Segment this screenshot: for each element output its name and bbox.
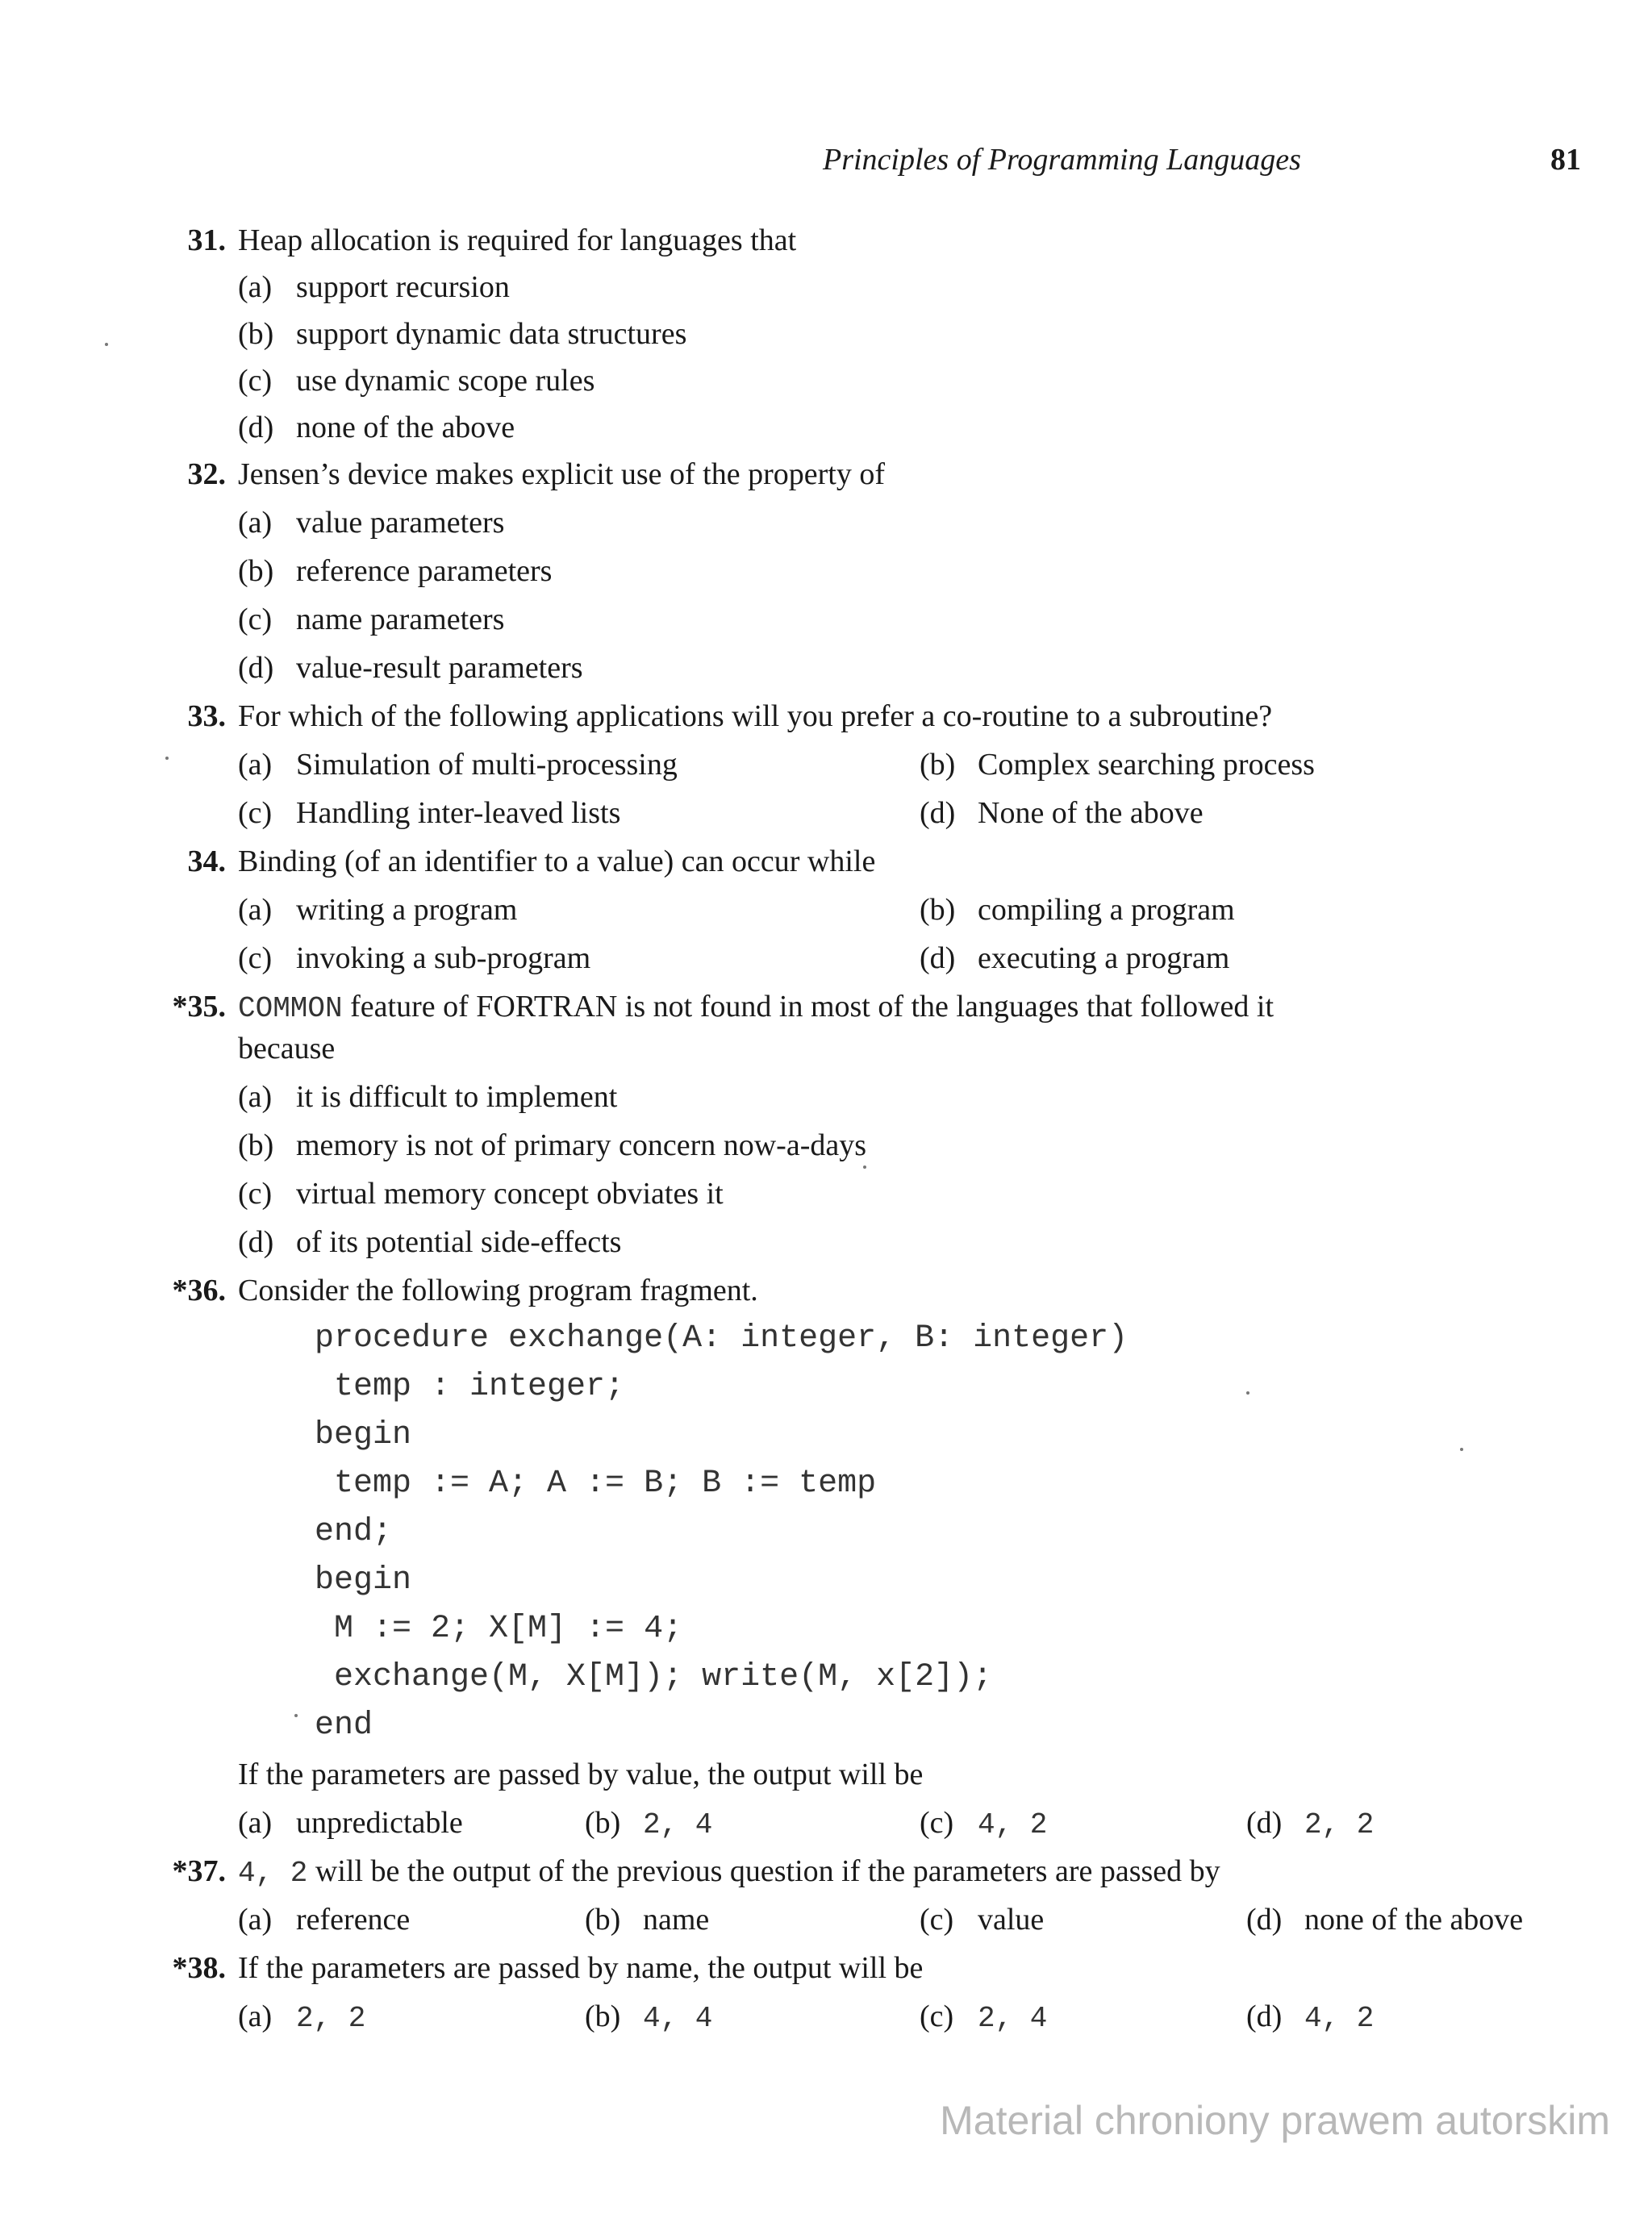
code-line: exchange(M, X[M]); write(M, x[2]);: [315, 1659, 993, 1695]
option-a: (a) value parameters: [238, 506, 505, 540]
code-line: temp : integer;: [315, 1369, 625, 1405]
code-word: 4, 2: [238, 1857, 308, 1890]
option-a: (a) support recursion: [238, 270, 510, 304]
option-d: (d) None of the above: [920, 796, 1204, 830]
option-c: (c) 4, 2: [920, 1806, 1048, 1841]
running-title: Principles of Programming Languages: [823, 143, 1301, 177]
option-d: (d) value-result parameters: [238, 651, 583, 685]
option-d: (d) none of the above: [238, 411, 515, 444]
question-text: 4, 2 will be the output of the previous question if the parameters are passed by: [238, 1854, 1220, 1890]
scan-speck: [1460, 1448, 1463, 1451]
question-number: *36.: [172, 1274, 226, 1307]
code-line: temp := A; A := B; B := temp: [315, 1466, 877, 1502]
option-a: (a) reference: [238, 1903, 411, 1937]
question-text: For which of the following applications will you prefer a co-routine to a subroutine?: [238, 699, 1273, 733]
question-number: 31.: [187, 223, 226, 257]
question-text: If the parameters are passed by name, the output will be: [238, 1951, 924, 1985]
option-c: (c) use dynamic scope rules: [238, 364, 595, 398]
question-text: Binding (of an identifier to a value) can occur while: [238, 844, 876, 878]
option-b: (b) Complex searching process: [920, 748, 1315, 782]
option-d: (d) executing a program: [920, 941, 1230, 975]
option-d: (d) none of the above: [1246, 1903, 1524, 1937]
option-a: (a) Simulation of multi-processing: [238, 748, 678, 782]
scan-speck: [105, 343, 108, 346]
scan-speck: [294, 1714, 298, 1717]
question-number: 33.: [187, 699, 226, 733]
option-a: (a) it is difficult to implement: [238, 1080, 618, 1114]
option-b: (b) reference parameters: [238, 554, 553, 588]
scan-speck: [863, 1165, 866, 1169]
option-c: (c) 2, 4: [920, 1999, 1048, 2035]
option-d: (d) 2, 2: [1246, 1806, 1375, 1841]
code-line: begin: [315, 1417, 412, 1453]
question-number: 34.: [187, 844, 226, 878]
option-d: (d) of its potential side-effects: [238, 1225, 622, 1259]
option-a: (a) 2, 2: [238, 1999, 366, 2035]
code-line: M := 2; X[M] := 4;: [315, 1611, 683, 1647]
option-b: (b) support dynamic data structures: [238, 317, 687, 351]
code-line: end;: [315, 1514, 393, 1550]
question-number: *37.: [172, 1854, 226, 1888]
option-c: (c) virtual memory concept obviates it: [238, 1177, 724, 1211]
code-line: procedure exchange(A: integer, B: integer): [315, 1320, 1128, 1357]
option-b: (b) 2, 4: [585, 1806, 713, 1841]
option-b: (b) compiling a program: [920, 893, 1235, 927]
option-c: (c) value: [920, 1903, 1045, 1937]
scan-speck: [165, 757, 169, 760]
code-line: end: [315, 1708, 373, 1744]
option-a: (a) unpredictable: [238, 1806, 463, 1840]
question-text: Jensen’s device makes explicit use of the property of: [238, 457, 885, 491]
question-text: Heap allocation is required for languages that: [238, 223, 797, 257]
page-number: 81: [1550, 143, 1581, 177]
question-number: 32.: [187, 457, 226, 491]
option-b: (b) memory is not of primary concern now-a-days: [238, 1128, 867, 1162]
code-line: begin: [315, 1562, 412, 1599]
question-prompt: If the parameters are passed by value, the output will be: [238, 1758, 924, 1791]
option-c: (c) Handling inter-leaved lists: [238, 796, 621, 830]
question-text-line-1: COMMON feature of FORTRAN is not found in most of the languages that followed it: [238, 990, 1274, 1025]
option-d: (d) 4, 2: [1246, 1999, 1375, 2035]
option-c: (c) invoking a sub-program: [238, 941, 591, 975]
option-a: (a) writing a program: [238, 893, 518, 927]
option-b: (b) 4, 4: [585, 1999, 713, 2035]
scan-speck: [1246, 1391, 1249, 1395]
copyright-watermark: Material chroniony prawem autorskim: [940, 2098, 1610, 2143]
option-b: (b) name: [585, 1903, 710, 1937]
running-header: [823, 142, 1581, 182]
question-number: *35.: [172, 990, 226, 1024]
code-word: COMMON: [238, 992, 343, 1025]
option-c: (c) name parameters: [238, 603, 505, 636]
question-text: Consider the following program fragment.: [238, 1274, 758, 1307]
question-number: *38.: [172, 1951, 226, 1985]
question-text-line-2: because: [238, 1032, 336, 1065]
